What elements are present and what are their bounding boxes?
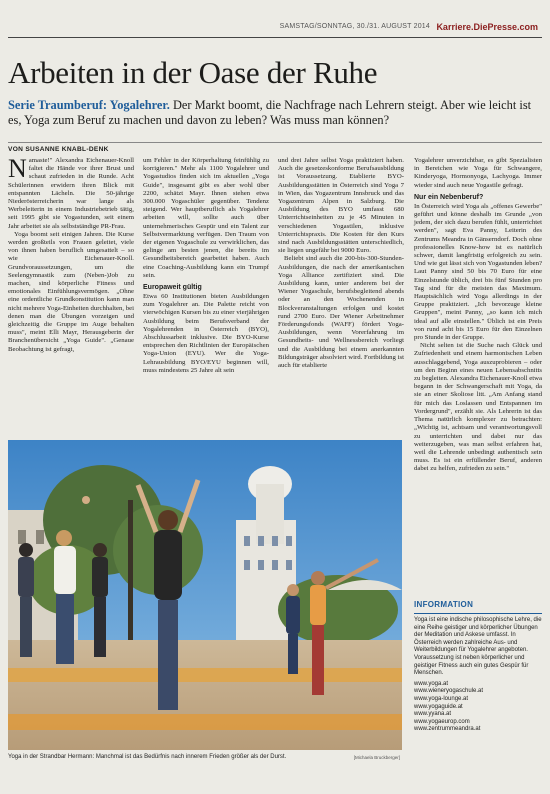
series-label: Serie Traumberuf: Yogalehrer.	[8, 98, 170, 112]
subheading-europaweit: Europaweit gültig	[143, 284, 202, 292]
info-text: Yoga ist eine indische philosophische Lehre, die eine Reihe geistiger und körperlicher Übungen der Meditation und Askese umfasst. In Österreich werden zahlreiche Aus- und Weiterbildungen für Yogalehrer angeboten. Voraussetzung ist neben körperlicher und geistiger Fitness auch ein gutes Gespür für Menschen.	[414, 617, 542, 677]
link-item[interactable]: www.yogaguide.at	[414, 703, 463, 710]
yoga-photo-illustration	[8, 440, 402, 750]
article-photo	[8, 440, 402, 750]
headline: Arbeiten in der Oase der Ruhe	[8, 55, 378, 90]
issue-date: SAMSTAG/SONNTAG, 30./31. AUGUST 2014	[279, 23, 430, 30]
newspaper-header	[8, 22, 542, 36]
article-column-4	[414, 157, 542, 597]
photo-caption	[8, 754, 402, 760]
info-heading: INFORMATION	[414, 600, 474, 609]
paragraph: und drei Jahre selbst Yoga praktiziert haben. Auch die gesetzeskonforme Berufsausbildung ist Voraussetzung. Etablierte BYO-Ausbildungsstätten in Österreich sind Yoga 7 in Wien, das Yogazentrum Innsbruck und das Yogazentrum Alpen in Salzburg. Die Ausbildung des BYO umfasst 680 Unterrichtseinheiten zu je 45 Minuten in verschiedenen Yogastilen, inklusive Unterrichtspraxis. Die Kosten für den Kurs sind nach Ausbildungsstätten unterschiedlich, sie liegen ungefähr bei 9000 Euro.	[278, 157, 404, 255]
paragraph: Nicht selten ist die Suche nach Glück und Zufriedenheit und einem harmonischen Leben ausschlaggebend, Yoga auszuprobieren – oder um den Beginn eines neuen Lebensabschnitts zu begleiten. Alexandra Eichenauer-Knoll etwa begann in der Schwangerschaft mit Yoga, da sie an einer Skoliose litt. „Am Anfang stand für mich das Loslassen und Entspannen im Vordergrund", erzählt sie. Als Lehrerin ist das Thema natürlich komplexer zu betrachten: „Wichtig ist, achtsam und verantwortungsvoll zu unterrichten und dabei nur das weiterzugeben, was man selbst erfahren hat, weil die Lehrende unbedingt authentisch sein muss. Es ist ein erfüllender Beruf, anderen dabei zu helfen, zufrieden zu sein."	[414, 342, 542, 473]
article-column-3	[278, 157, 404, 437]
deck-text: Der Markt boomt, die Nachfrage nach Lehrern steigt. Aber wie leicht ist es, Yoga zum Beruf zu machen und davon zu leben? Was muss man können?	[8, 98, 532, 127]
link-item[interactable]: www.zentrummeandra.at	[414, 726, 481, 733]
link-item[interactable]: www.wieneryogaschule.at	[414, 688, 484, 695]
photo-credit: [Michaela Bruckberger]	[353, 755, 400, 760]
header-divider	[8, 37, 542, 38]
paragraph: In Österreich wird Yoga als „offenes Gewerbe" geführt und könne deshalb im Grunde „von jedem, der sich dazu berufen fühlt, unterrichtet werden", sagt Eva Panny, Leiterin des Zentrums Meandra in Gänserndorf. Doch ohne professionelles Know-how ist es natürlich schwer, damit langfristig erfolgreich zu sein. Und wie gut lässt sich von Yogastunden leben? Laut Panny sind 50 bis 70 Euro für eine Einzelstunde üblich, drei bis fünf Stunden pro Tag sind für die meisten das Maximum. Hauptsächlich wird Yoga allerdings in der Gruppe praktiziert. „Ich bevorzuge kleine Gruppen", meint Panny, „so kann ich mich ideal auf alle einstellen." Üblich ist ein Preis von rund acht bis 15 Euro für den Einzelnen pro Stunde in der Gruppe.	[414, 202, 542, 342]
deck-divider	[8, 142, 542, 143]
dropcap: N	[8, 154, 27, 183]
info-box	[414, 617, 542, 734]
link-item[interactable]: www.yoga-lounge.at	[414, 695, 469, 702]
info-links	[414, 681, 542, 734]
info-divider	[414, 613, 542, 614]
link-item[interactable]: www.yoga.at	[414, 680, 449, 687]
deck	[8, 98, 540, 128]
paragraph: Yoga boomt seit einigen Jahren. Die Kurse werden großteils von Frauen geleitet, viele von ihnen haben beruflich umgesattelt – so wie Eichenauer-Knoll. Grundvoraussetzungen, um die Seelengymnastik zum (Neben-)Job zu machen, sind körperliche Fitness und emotionales Einfühlungsvermögen. „Ohne eine ordentliche Grundkonstitution kann man nicht mehrere Yoga-Einheiten durchhalten, bei denen man die Übungen vorzeigen und gleichzeitig die Gruppe im Auge behalten muss", meint Elli Mayr, Herausgeberin der Branchenübersicht „Yoga Guide". „Genaue Beobachtung ist gefragt,	[8, 230, 134, 353]
article-column-1	[8, 154, 134, 437]
byline: VON SUSANNE KNABL-DENK	[8, 146, 109, 153]
article-column-2	[143, 157, 269, 437]
paragraph: Yogalehrer unverzichtbar, es gibt Spezialisten in Bereichen wie Yoga für Schwangere, Kinderyoga, Hormonyoga, Lachyoga. Immer wieder sind auch neue Yogastile gefragt.	[414, 157, 542, 189]
paragraph: Etwa 60 Institutionen bieten Ausbildungen zum Yogalehrer an. Die Palette reicht von vierwöchigen Kursen bis zu einer vierjährigen Ausbildung beim Berufsverband der Yogalehrenden in Österreich (BYO), Abschlussarbeit inklusive. Die BYO-Kurse entsprechen den Richtlinien der Europäischen Yoga-Union (EYU). Wer die Yoga-Lehrausbildung BYO/EYU beginnen will, muss mindestens 25 Jahre alt sein	[143, 293, 269, 374]
caption-text: Yoga in der Strandbar Hermann: Manchmal ist das Bedürfnis nach innerem Frieden größer als der Durst.	[8, 754, 287, 760]
paragraph: Beliebt sind auch die 200-bis-300-Stunden-Ausbildungen, die nach der amerikanischen Yoga Alliance zertifiziert sind. Die Ausbildung kann, unter anderem bei der Wiener Yogaschule, berufsbegleitend abends oder an den Wochenenden in Blockveranstaltungen erfolgen und kostet rund 2700 Euro. Der Wiener Arbeitnehmer Förderungsfonds (WAFF) fördert Yoga-Ausbildungen, wenn Vorerfahrung im Gesundheits- und Wellnessbereich vorliegt und die Ausbildung bei einem anerkannten Bildungsträger absolviert wird. Fortbildung ist auch für etablierte	[278, 255, 404, 370]
link-item[interactable]: www.yyana.at	[414, 711, 452, 718]
subheading-nebenberuf: Nur ein Nebenberuf?	[414, 193, 484, 201]
paragraph: Namaste!" Alexandra Eichenauer-Knoll faltet die Hände vor ihrer Brust und schaut zufrieden in die Runde. Acht Schülerinnen erwidern ihren Blick mit entspannten Lächeln. Die 50-jährige Niederösterreicherin war lange als Werbeleiterin in einem Industriebetrieb tätig, seit 1995 gibt sie Yogastunden, seit einem Jahr arbeitet sie als selbstständige PR-Frau.	[8, 154, 134, 230]
link-item[interactable]: www.yogaeurop.com	[414, 718, 470, 725]
paragraph: um Fehler in der Körperhaltung feinfühlig zu korrigieren." Mehr als 1100 Yogalehrer und Yogastudios finden sich im aktuellen „Yoga Guide", insgesamt gibt es aber wohl über 2200, schätzt Mayr. Ihnen stehen etwa 300.000 Yogaschüler gegenüber. Tendenz steigend. Wer hauptberuflich als Yogalehrer arbeiten will, sollte auch über unternehmerisches Gespür und ein Talent zur Selbstvermarktung verfügen. Den Traum von der eigenen Yogaschule zu verwirklichen, das gelinge am besten jenen, die bereits im Gesundheitsbereich gearbeitet haben. Auch eine Coaching-Ausbildung kann ein Trumpf sein.	[143, 157, 269, 279]
brand-logo: Karriere.DiePresse.com	[436, 22, 538, 32]
